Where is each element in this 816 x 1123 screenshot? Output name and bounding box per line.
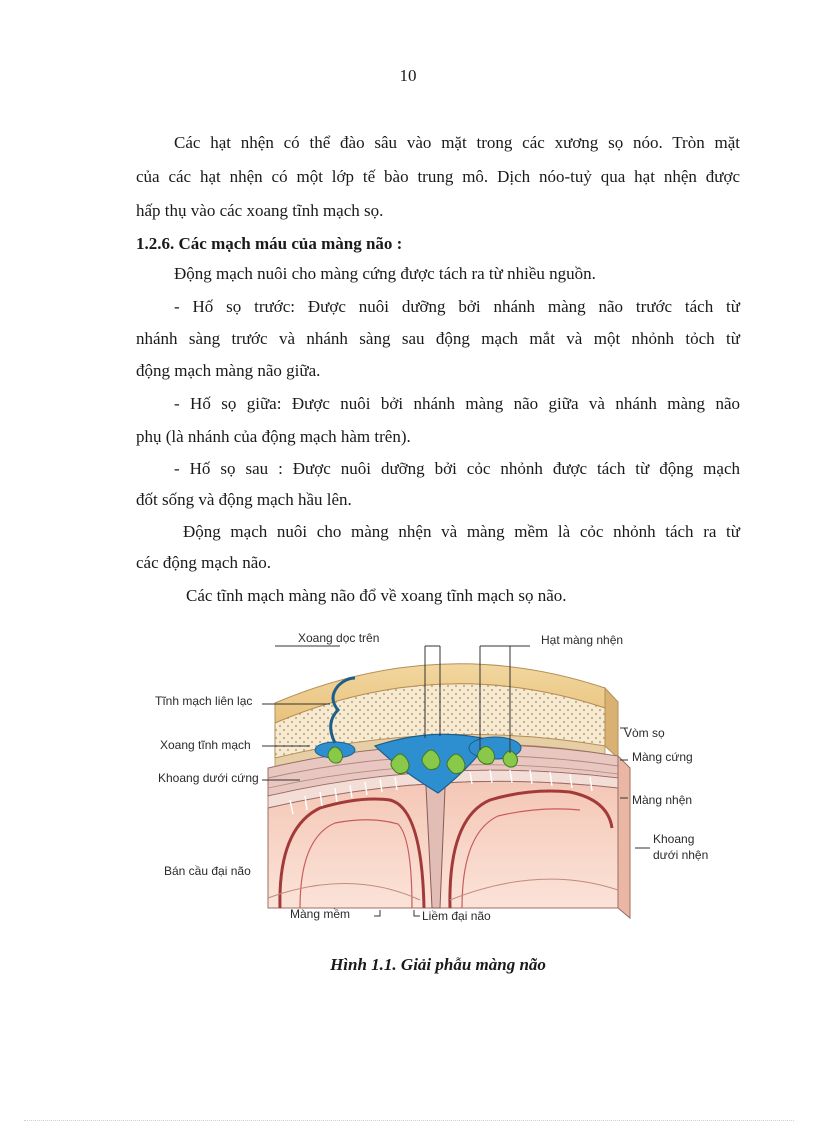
label-falx-cerebri: Liềm đại não [422,909,491,923]
text-line: Các hạt nhện có thể đào sâu vào mặt trong các xương sọ nóo. Tròn mặt [174,133,740,152]
text-line: Động mạch nuôi cho màng nhện và màng mềm là cỏc nhỏnh tách ra từ [183,522,740,541]
label-superior-sagittal-sinus: Xoang dọc trên [298,631,380,645]
label-cerebral-hemisphere: Bán cầu đại não [164,864,251,878]
figure-caption: Hình 1.1. Giải phẫu màng não [330,955,546,974]
label-skull-vault: Vòm sọ [624,726,665,740]
label-subdural-space: Khoang dưới cứng [158,771,259,785]
label-subarachnoid-space-line1: Khoang [653,832,695,846]
label-arachnoid: Màng nhện [632,793,693,807]
text-line: đốt sống và động mạch hầu lên. [136,490,352,509]
text-line: Động mạch nuôi cho màng cứng được tách ra từ nhiều nguồn. [174,264,596,283]
text-line: các động mạch não. [136,553,271,572]
text-line: - Hố sọ giữa: Được nuôi bởi nhánh màng não giữa và nhánh màng não [174,394,740,413]
section-heading: 1.2.6. Các mạch máu của màng não : [136,234,403,253]
page-number: 10 [399,66,417,85]
label-dura-mater: Màng cứng [632,750,693,764]
text-line: hấp thụ vào các xoang tĩnh mạch sọ. [136,201,384,220]
label-emissary-vein: Tĩnh mạch liên lạc [155,694,253,708]
page-bottom-border [24,1120,794,1121]
label-pia-mater: Màng mềm [290,907,351,921]
label-venous-sinus: Xoang tĩnh mạch [160,738,251,752]
text-line: - Hố sọ trước: Được nuôi dưỡng bởi nhánh màng não trước tách từ [174,297,740,316]
text-line: phụ (là nhánh của động mạch hàm trên). [136,427,411,446]
text-line: của các hạt nhện có một lớp tế bào trung mô. Dịch nóo-tuỷ qua hạt nhện được [136,167,740,186]
meninges-figure [150,628,710,928]
label-arachnoid-granulations: Hạt màng nhện [541,633,624,647]
text-line: nhánh sàng trước và nhánh sàng sau động mạch mắt và một nhỏnh tỏch từ [136,329,740,348]
text-line: động mạch màng não giữa. [136,361,321,380]
text-line: - Hố sọ sau : Được nuôi dưỡng bởi cỏc nhỏnh được tách từ động mạch [174,459,740,478]
label-subarachnoid-space-line2: dưới nhện [653,848,709,862]
text-line: Các tĩnh mạch màng não đổ về xoang tĩnh mạch sọ não. [186,586,567,605]
